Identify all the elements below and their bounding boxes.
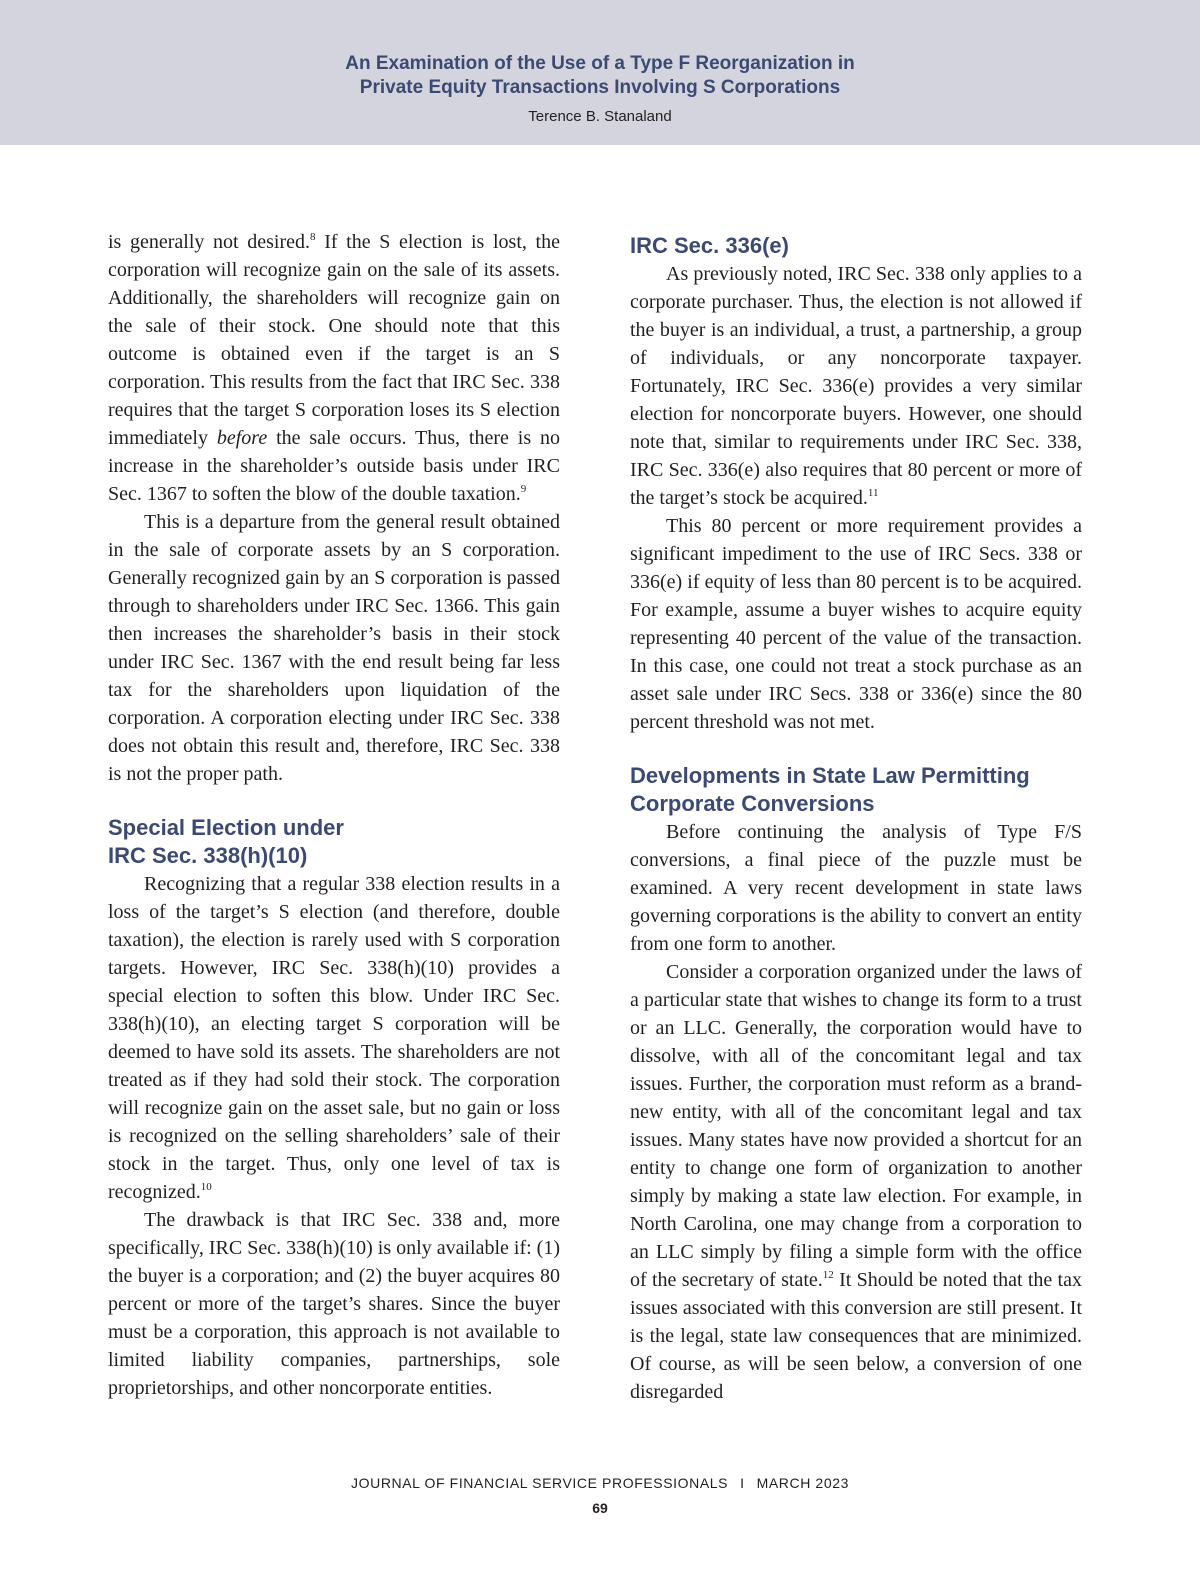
left-paragraph-4: The drawback is that IRC Sec. 338 and, more specifically, IRC Sec. 338(h)(10) is only available if: (1) the buyer is a corporation; and (2) the buyer acquires 80 percent or more of the target’s shares. Since the buyer must be a corporation, this approach is not available to limited liability companies, partnerships, sole proprietorships, and other noncorporate entities. (108, 1209, 560, 1399)
footnote-ref-10: 10 (200, 1181, 212, 1193)
issue-date: MARCH 2023 (756, 1475, 849, 1491)
article-title-line-1: An Examination of the Use of a Type F Reorganization in (345, 53, 855, 74)
page-number: 69 (592, 1500, 608, 1516)
footer-journal (0, 1475, 1200, 1491)
footnote-ref-9: 9 (520, 483, 527, 495)
footer-separator: I (740, 1475, 745, 1491)
section-heading-state-law: Developments in State Law Permitting Corporate Conversions (630, 763, 1030, 816)
right-column (630, 228, 1082, 1406)
left-paragraph-3: Recognizing that a regular 338 election results in a loss of the target’s S election (and therefore, double taxation), the election is rarely used with S corporation targets. However, IRC Sec. 338(h)(10) provides a special election to soften this blow. Under IRC Sec. 338(h)(10), an electing target S corporation will be deemed to have sold its assets. The shareholders are not treated as if they had sold their stock. The corporation will recognize gain on the asset sale, but no gain or loss is recognized on the selling shareholders’ sale of their stock in the target. Thus, only one level of tax is recognized.$^{10}$ (108, 873, 560, 1203)
footnote-ref-11: 11 (867, 487, 879, 499)
article-title (0, 52, 1200, 100)
left-paragraph-2: This is a departure from the general result obtained in the sale of corporate assets by an S corporation. Generally recognized gain by an S corporation is passed through to shareholders under IRC Sec. 1366. This gain then increases the shareholder’s basis in their stock under IRC Sec. 1367 with the end result being far less tax for the shareholders upon liquidation of the corporation. A corporation electing under IRC Sec. 338 does not obtain this result and, therefore, IRC Sec. 338 is not the proper path. (108, 511, 560, 785)
footnote-ref-12: 12 (822, 1269, 834, 1281)
section-heading-special-election: Special Election under IRC Sec. 338(h)(10) (108, 815, 344, 868)
journal-name: JOURNAL OF FINANCIAL SERVICE PROFESSIONALS (351, 1475, 729, 1491)
right-paragraph-3: Before continuing the analysis of Type F/S conversions, a final piece of the puzzle must be examined. A very recent development in state laws governing corporations is the ability to convert an entity from one form to another. (630, 821, 1082, 955)
section-heading-336e: IRC Sec. 336(e) (630, 233, 789, 258)
footnote-ref-8: 8 (310, 231, 316, 243)
article-title-line-2: Private Equity Transactions Involving S Corporations (359, 77, 841, 98)
right-paragraph-2: This 80 percent or more requirement provides a significant impediment to the use of IRC Secs. 338 or 336(e) if equity of less than 80 percent is to be acquired. For example, assume a buyer wishes to acquire equity representing 40 percent of the value of the transaction. In this case, one could not treat a stock purchase as an asset sale under IRC Secs. 338 or 336(e) since the 80 percent threshold was not met. (630, 515, 1082, 733)
right-paragraph-4: Consider a corporation organized under the laws of a particular state that wishes to change its form to a trust or an LLC. Generally, the corporation would have to dissolve, with all of the concomitant legal and tax issues. Further, the corporation must reform as a brand-new entity, with all of the concomitant legal and tax issues. Many states have now provided a shortcut for an entity to change one form of organization to another simply by making a state law election. For example, in North Carolina, one may change from a corporation to an LLC simply by filing a simple form with the office of the secretary of state.$^{12}$ It Should be noted that the tax issues associated with this conversion are still present. It is the legal, state law consequences that are minimized. Of course, as will be seen below, a conversion of one disregarded (630, 961, 1082, 1403)
article-author: Terence B. Stanaland (528, 108, 672, 125)
right-paragraph-1: As previously noted, IRC Sec. 338 only applies to a corporate purchaser. Thus, the election is not allowed if the buyer is an individual, a trust, a partnership, a group of individuals, or any noncorporate taxpayer. Fortunately, IRC Sec. 336(e) provides a very similar election for noncorporate buyers. However, one should note that, similar to requirements under IRC Sec. 338, IRC Sec. 336(e) also requires that 80 percent or more of the target’s stock be acquired.$^{11}$ (630, 263, 1082, 509)
left-paragraph-1: is generally not desired.$^8$ If the S election is lost, the corporation will recognize gain on the sale of its assets. Additionally, the shareholders will recognize gain on the sale of their stock. One should note that this outcome is obtained even if the target is an S corporation. This results from the fact that IRC Sec. 338 requires that the target S corporation loses its S election immediately before the sale occurs. Thus, there is no increase in the shareholder’s outside basis under IRC Sec. 1367 to soften the blow of the double taxation.$^9$ (108, 231, 560, 505)
left-column (108, 228, 560, 1402)
